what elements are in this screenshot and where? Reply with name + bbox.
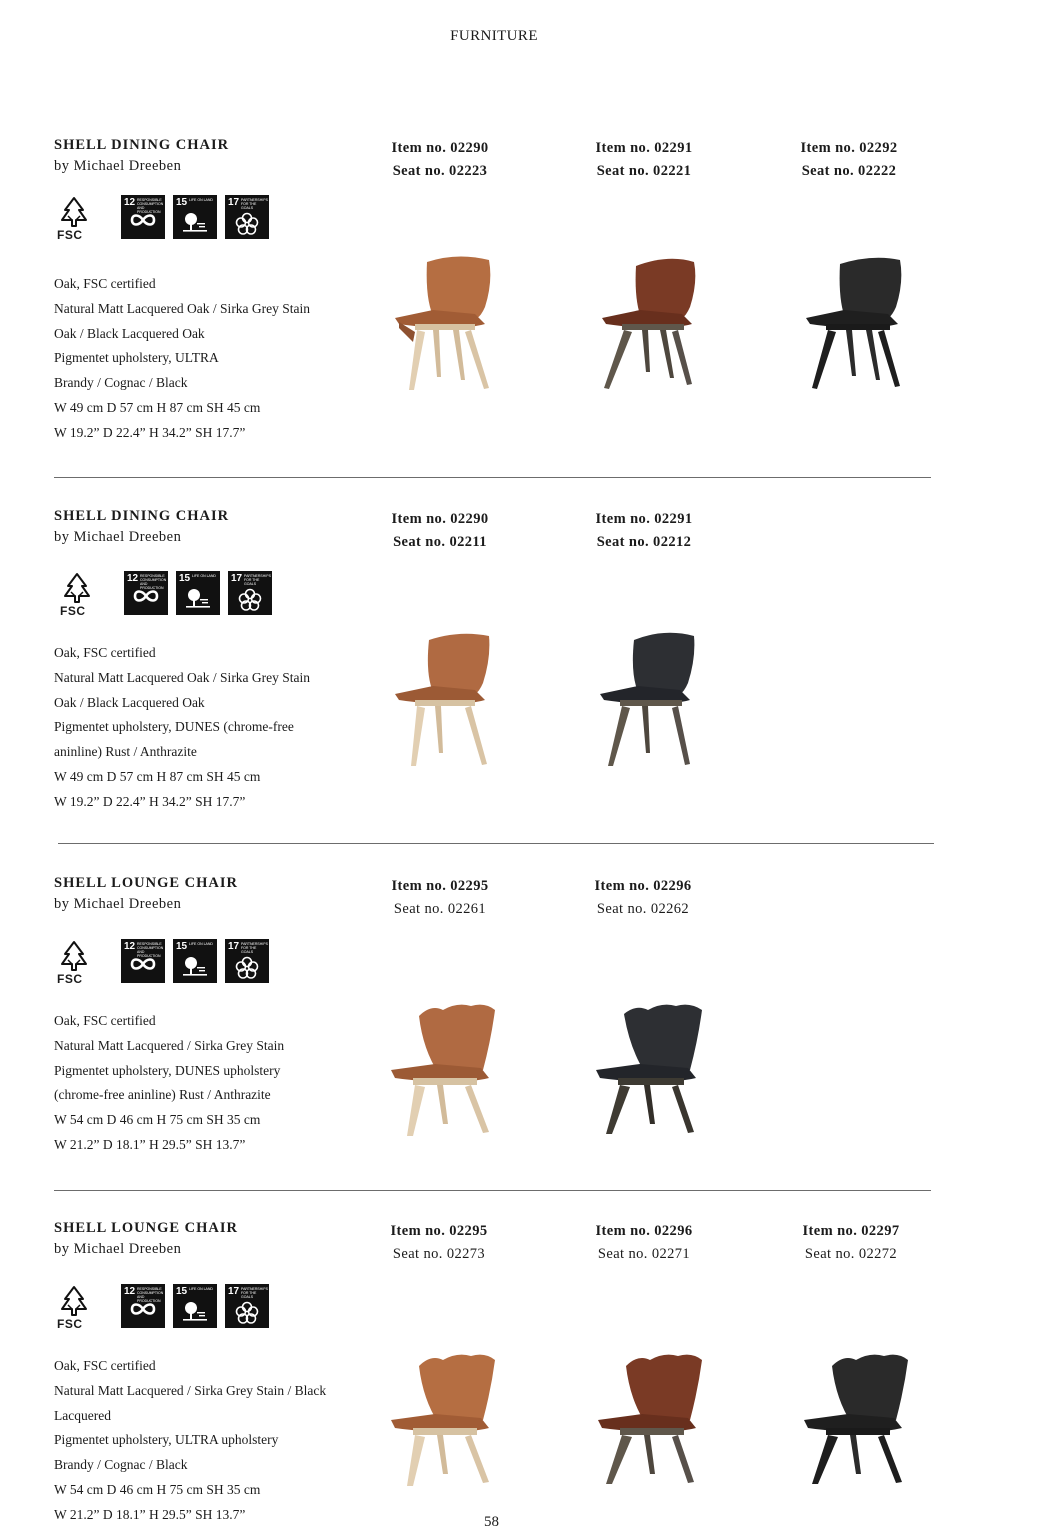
- fsc-tree-icon: [57, 571, 97, 619]
- spec-line: W 54 cm D 46 cm H 75 cm SH 35 cm: [54, 1481, 261, 1497]
- spec-line: W 21.2” D 18.1” H 29.5” SH 13.7”: [54, 1506, 246, 1522]
- item-number: Item no. 02295: [390, 1223, 488, 1239]
- lounge-chair-image-cognac: [592, 1350, 712, 1490]
- sdg-number: 17: [228, 941, 240, 952]
- page-header: FURNITURE: [450, 28, 538, 44]
- product-title: SHELL DINING CHAIR: [54, 137, 230, 153]
- seat-number: Seat no. 02271: [597, 1246, 691, 1262]
- fsc-label: FSC: [57, 228, 83, 242]
- spec-line: Brandy / Cognac / Black: [54, 375, 188, 391]
- sdg-12-badge: [121, 1284, 165, 1328]
- spec-line: Brandy / Cognac / Black: [54, 1457, 188, 1473]
- sdg-12-badge: [124, 571, 168, 615]
- spec-line: W 19.2” D 22.4” H 34.2” SH 17.7”: [54, 424, 246, 440]
- chair-image-brandy: [385, 252, 505, 392]
- seat-number: Seat no. 02223: [392, 163, 488, 179]
- seat-number: Seat no. 02261: [393, 901, 487, 917]
- sdg-label: PARTNERSHIPS FOR THE GOALS: [241, 198, 268, 210]
- spec-line: W 19.2” D 22.4” H 34.2” SH 17.7”: [54, 793, 246, 809]
- chair-image-rust: [385, 628, 505, 768]
- page-number: 58: [484, 1514, 499, 1530]
- fsc-tree-icon: [54, 1284, 94, 1332]
- item-number: Item no. 02295: [391, 878, 489, 894]
- sdg-flower-icon: [233, 1301, 261, 1325]
- spec-line: Natural Matt Lacquered / Sirka Grey Stain: [54, 1037, 285, 1053]
- spec-line: Natural Matt Lacquered Oak / Sirka Grey Stain: [54, 300, 311, 316]
- sdg-label: RESPONSIBLE CONSUMPTION AND PRODUCTION: [137, 198, 164, 214]
- seat-number: Seat no. 02212: [596, 534, 692, 550]
- sdg-17-badge: [228, 571, 272, 615]
- spec-line: Natural Matt Lacquered Oak / Sirka Grey Stain: [54, 669, 311, 685]
- product-title: SHELL LOUNGE CHAIR: [54, 1220, 238, 1236]
- sdg-number: 17: [228, 1286, 240, 1297]
- sdg-flower-icon: [233, 956, 261, 980]
- sdg-label: LIFE ON LAND: [192, 574, 216, 578]
- product-designer: by Michael Dreeben: [54, 896, 182, 912]
- fsc-label: FSC: [57, 972, 83, 986]
- item-column: [370, 875, 510, 921]
- spec-line: Pigmentet upholstery, DUNES (chrome-free: [54, 719, 294, 735]
- sdg-label: PARTNERSHIPS FOR THE GOALS: [241, 1287, 268, 1299]
- spec-line: Natural Matt Lacquered / Sirka Grey Stain / Black: [54, 1382, 327, 1398]
- sdg-label: LIFE ON LAND: [189, 942, 213, 946]
- certification-badges: [54, 195, 284, 243]
- item-number: Item no. 02296: [594, 878, 692, 894]
- sdg-tree-icon: [184, 588, 212, 610]
- chair-image-anthrazite: [590, 628, 710, 768]
- sdg-infinity-icon: [129, 212, 157, 228]
- sdg-infinity-icon: [129, 1301, 157, 1317]
- product-title: SHELL DINING CHAIR: [54, 508, 230, 524]
- sdg-15-badge: [173, 1284, 217, 1328]
- product-specs: [54, 641, 364, 815]
- spec-line: Oak, FSC certified: [54, 276, 156, 291]
- item-number: Item no. 02290: [391, 511, 489, 527]
- sdg-tree-icon: [181, 956, 209, 978]
- seat-number: Seat no. 02221: [596, 163, 692, 179]
- sdg-number: 12: [124, 197, 136, 208]
- seat-number: Seat no. 02262: [596, 901, 690, 917]
- spec-line: Oak / Black Lacquered Oak: [54, 325, 205, 341]
- sdg-12-badge: [121, 939, 165, 983]
- spec-line: W 49 cm D 57 cm H 87 cm SH 45 cm: [54, 399, 261, 415]
- chair-image-black: [800, 252, 920, 392]
- item-column: [779, 137, 919, 183]
- product-designer: by Michael Dreeben: [54, 1241, 182, 1257]
- item-column: [781, 1220, 921, 1266]
- section-divider: [58, 843, 934, 844]
- item-number: Item no. 02292: [800, 140, 898, 156]
- sdg-flower-icon: [236, 588, 264, 612]
- lounge-chair-image-brandy: [385, 1350, 505, 1490]
- sdg-label: RESPONSIBLE CONSUMPTION AND PRODUCTION: [137, 1287, 164, 1303]
- sdg-number: 15: [176, 197, 188, 208]
- spec-line: W 21.2” D 18.1” H 29.5” SH 13.7”: [54, 1136, 246, 1152]
- sdg-number: 17: [228, 197, 240, 208]
- fsc-label: FSC: [60, 604, 86, 618]
- item-column: [370, 508, 510, 554]
- sdg-infinity-icon: [132, 588, 160, 604]
- sdg-number: 15: [179, 573, 191, 584]
- sdg-12-badge: [121, 195, 165, 239]
- spec-line: W 54 cm D 46 cm H 75 cm SH 35 cm: [54, 1112, 261, 1128]
- spec-line: (chrome-free aninline) Rust / Anthrazite: [54, 1087, 271, 1103]
- spec-line: Oak, FSC certified: [54, 1013, 156, 1028]
- item-number: Item no. 02296: [595, 1223, 693, 1239]
- sdg-label: RESPONSIBLE CONSUMPTION AND PRODUCTION: [140, 574, 167, 590]
- item-column: [574, 1220, 714, 1266]
- lounge-chair-image-rust: [385, 1000, 505, 1140]
- seat-number: Seat no. 02273: [392, 1246, 486, 1262]
- sdg-tree-icon: [181, 212, 209, 234]
- sdg-number: 12: [127, 573, 139, 584]
- sdg-label: LIFE ON LAND: [189, 1287, 213, 1291]
- certification-badges: [54, 939, 284, 987]
- item-column: [574, 508, 714, 554]
- spec-line: W 49 cm D 57 cm H 87 cm SH 45 cm: [54, 768, 261, 784]
- section-divider: [54, 1190, 931, 1191]
- seat-number: Seat no. 02222: [801, 163, 897, 179]
- seat-number: Seat no. 02272: [804, 1246, 898, 1262]
- sdg-number: 15: [176, 1286, 188, 1297]
- spec-line: Pigmentet upholstery, ULTRA: [54, 350, 219, 366]
- sdg-flower-icon: [233, 212, 261, 236]
- spec-line: Oak, FSC certified: [54, 1358, 156, 1373]
- certification-badges: [54, 1284, 284, 1332]
- sdg-label: LIFE ON LAND: [189, 198, 213, 202]
- product-specs: [54, 1354, 364, 1528]
- sdg-17-badge: [225, 939, 269, 983]
- spec-line: Pigmentet upholstery, DUNES upholstery: [54, 1062, 281, 1078]
- sdg-number: 12: [124, 941, 136, 952]
- product-designer: by Michael Dreeben: [54, 158, 182, 174]
- sdg-number: 15: [176, 941, 188, 952]
- item-number: Item no. 02297: [802, 1223, 900, 1239]
- sdg-tree-icon: [181, 1301, 209, 1323]
- lounge-chair-image-black: [798, 1350, 918, 1490]
- product-specs: [54, 1009, 364, 1158]
- sdg-infinity-icon: [129, 956, 157, 972]
- spec-line: Pigmentet upholstery, ULTRA upholstery: [54, 1432, 279, 1448]
- seat-number: Seat no. 02211: [393, 534, 487, 550]
- sdg-label: PARTNERSHIPS FOR THE GOALS: [244, 574, 271, 586]
- product-specs: [54, 272, 364, 446]
- lounge-chair-image-anthrazite: [590, 1000, 710, 1140]
- sdg-17-badge: [225, 195, 269, 239]
- sdg-17-badge: [225, 1284, 269, 1328]
- spec-line: Lacquered: [54, 1407, 111, 1423]
- spec-line: aninline) Rust / Anthrazite: [54, 744, 197, 760]
- fsc-tree-icon: [54, 939, 94, 987]
- spec-line: Oak, FSC certified: [54, 645, 156, 660]
- sdg-15-badge: [173, 939, 217, 983]
- sdg-number: 12: [124, 1286, 136, 1297]
- fsc-tree-icon: [54, 195, 94, 243]
- item-number: Item no. 02291: [595, 511, 693, 527]
- section-divider: [54, 477, 931, 478]
- product-designer: by Michael Dreeben: [54, 529, 182, 545]
- sdg-15-badge: [176, 571, 220, 615]
- sdg-label: RESPONSIBLE CONSUMPTION AND PRODUCTION: [137, 942, 164, 958]
- fsc-label: FSC: [57, 1317, 83, 1331]
- item-number: Item no. 02290: [391, 140, 489, 156]
- sdg-15-badge: [173, 195, 217, 239]
- certification-badges: [57, 571, 287, 619]
- item-column: [369, 1220, 509, 1266]
- sdg-label: PARTNERSHIPS FOR THE GOALS: [241, 942, 268, 954]
- item-column: [573, 875, 713, 921]
- product-title: SHELL LOUNGE CHAIR: [54, 875, 238, 891]
- item-column: [574, 137, 714, 183]
- item-number: Item no. 02291: [595, 140, 693, 156]
- spec-line: Oak / Black Lacquered Oak: [54, 694, 205, 710]
- sdg-number: 17: [231, 573, 243, 584]
- item-column: [370, 137, 510, 183]
- chair-image-cognac: [596, 252, 716, 392]
